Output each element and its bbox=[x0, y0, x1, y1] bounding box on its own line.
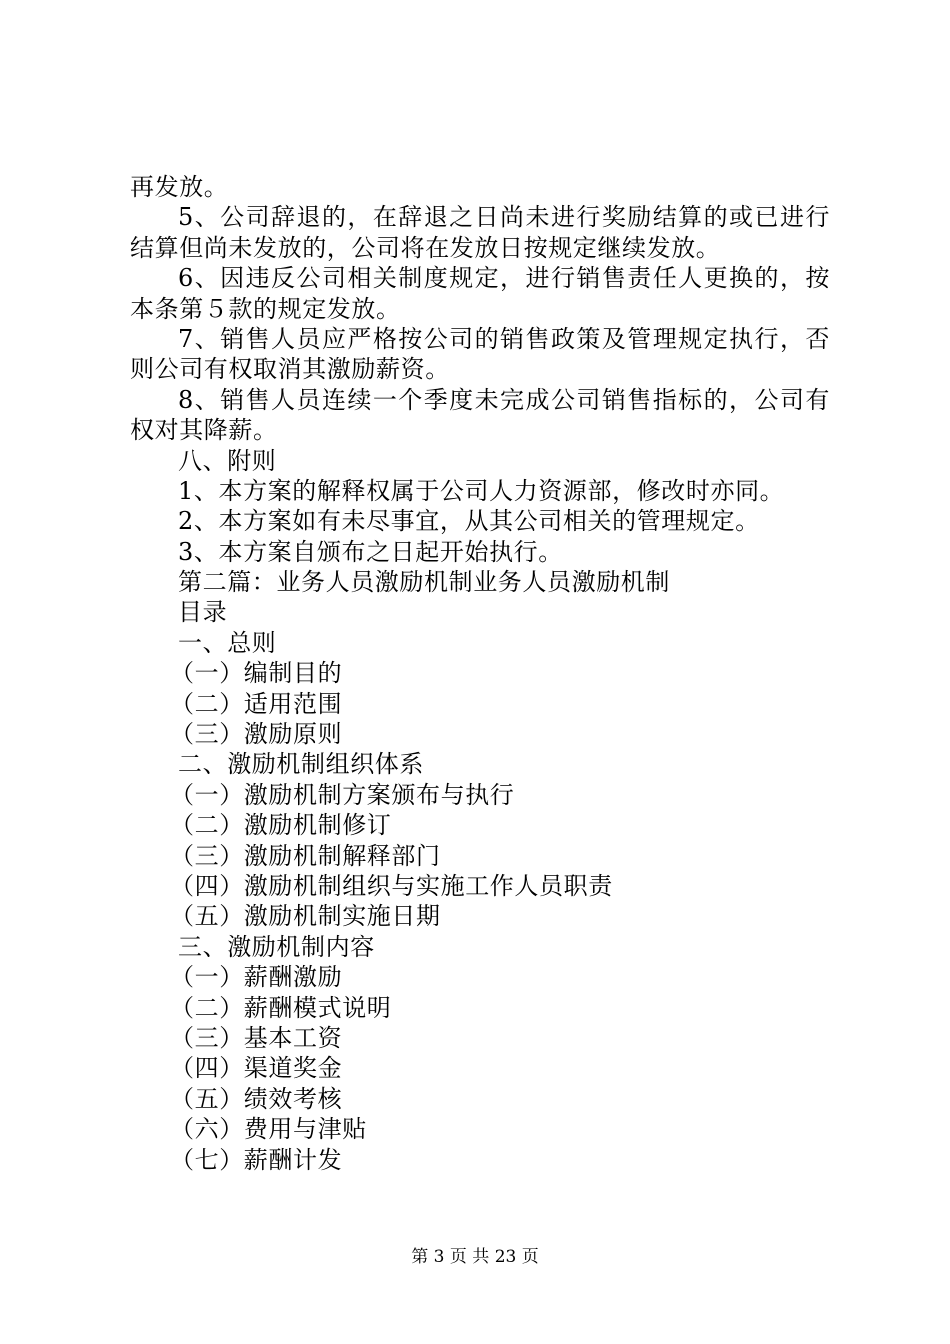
toc-item: （四）激励机制组织与实施工作人员职责 bbox=[170, 871, 613, 900]
toc-item: （七）薪酬计发 bbox=[170, 1145, 343, 1174]
section-heading: 八、附则 bbox=[178, 446, 277, 475]
text-line-content: 6、因违反公司相关制度规定，进行销售责任人更换的，按 bbox=[178, 264, 830, 293]
text-line: 本条第５款的规定发放。 bbox=[130, 294, 401, 323]
toc-item: （三）激励机制解释部门 bbox=[170, 841, 441, 870]
chapter-title: 第二篇：业务人员激励机制业务人员激励机制 bbox=[178, 568, 670, 597]
page-number: 第 3 页 共 23 页 bbox=[411, 1247, 539, 1267]
toc-heading: 目录 bbox=[178, 598, 228, 627]
text-line: 3、本方案自颁布之日起开始执行。 bbox=[178, 537, 563, 566]
document-body bbox=[130, 172, 830, 1175]
text-line: 则公司有权取消其激励薪资。 bbox=[130, 355, 450, 384]
toc-item: （三）基本工资 bbox=[170, 1023, 343, 1052]
text-line-content: 7、销售人员应严格按公司的销售政策及管理规定执行，否 bbox=[178, 324, 830, 353]
toc-item: （一）激励机制方案颁布与执行 bbox=[170, 780, 515, 809]
toc-item: （五）激励机制实施日期 bbox=[170, 902, 441, 931]
text-line-content: 8、销售人员连续一个季度未完成公司销售指标的，公司有 bbox=[178, 385, 830, 414]
text-line: 1、本方案的解释权属于公司人力资源部，修改时亦同。 bbox=[178, 476, 785, 505]
text-line: 结算但尚未发放的，公司将在发放日按规定继续发放。 bbox=[130, 233, 721, 262]
toc-item: （四）渠道奖金 bbox=[170, 1054, 343, 1083]
toc-item: （二）薪酬模式说明 bbox=[170, 993, 392, 1022]
toc-section: 二、激励机制组织体系 bbox=[178, 750, 424, 779]
toc-section: 三、激励机制内容 bbox=[178, 932, 375, 961]
page-footer bbox=[0, 1242, 950, 1267]
toc-section: 一、总则 bbox=[178, 628, 277, 657]
toc-item: （一）编制目的 bbox=[170, 659, 343, 688]
text-line bbox=[130, 324, 830, 354]
text-line-content: 5、公司辞退的，在辞退之日尚未进行奖励结算的或已进行 bbox=[178, 203, 830, 232]
toc-item: （二）适用范围 bbox=[170, 689, 343, 718]
text-line: 权对其降薪。 bbox=[130, 416, 278, 445]
toc-item: （六）费用与津贴 bbox=[170, 1115, 367, 1144]
text-line: 再发放。 bbox=[130, 173, 229, 201]
toc-item: （三）激励原则 bbox=[170, 720, 343, 749]
text-line bbox=[130, 385, 830, 415]
text-line bbox=[130, 202, 830, 232]
toc-item: （五）绩效考核 bbox=[170, 1084, 343, 1113]
text-line bbox=[130, 263, 830, 293]
toc-item: （二）激励机制修订 bbox=[170, 811, 392, 840]
text-line: 2、本方案如有未尽事宜，从其公司相关的管理规定。 bbox=[178, 507, 760, 536]
toc-item: （一）薪酬激励 bbox=[170, 963, 343, 992]
